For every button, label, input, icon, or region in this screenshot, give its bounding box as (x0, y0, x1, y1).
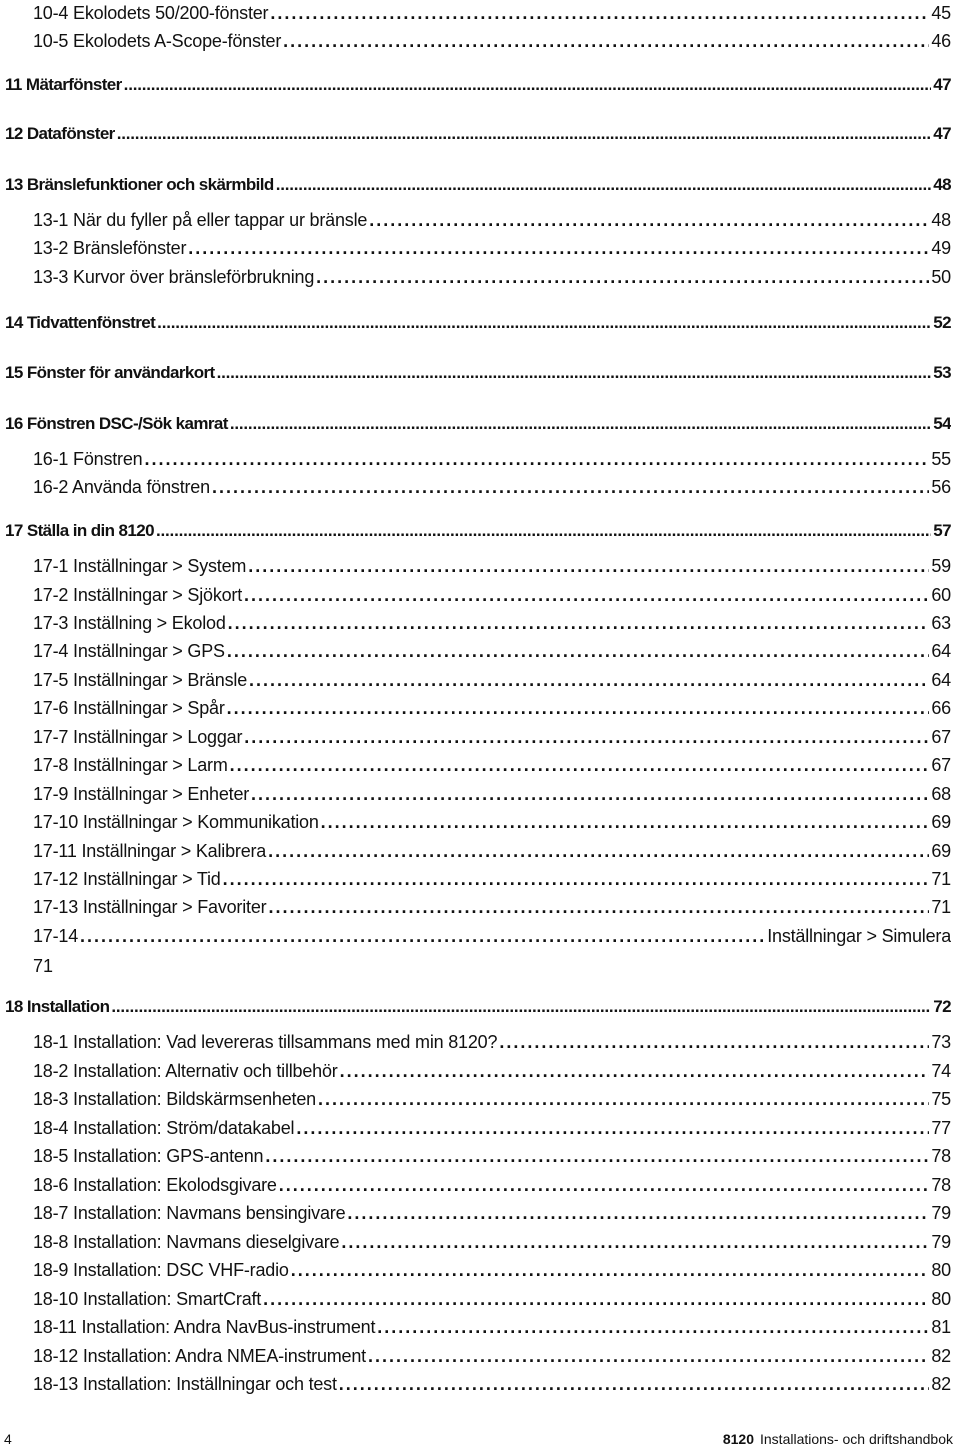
toc-entry-title: 13-3 Kurvor över bränsleförbrukning (33, 267, 315, 287)
toc-entry-page: 64 (931, 670, 951, 690)
toc-entry-page: 46 (931, 31, 951, 51)
toc-entry-title: 17 Ställa in din 8120 (5, 521, 154, 540)
toc-entry-page: 64 (931, 641, 951, 661)
toc-entry-page: 79 (931, 1203, 951, 1223)
toc-entry-title: 18-3 Installation: Bildskärmsenheten (33, 1089, 316, 1109)
toc-entry-title: 16-2 Använda fönstren (33, 477, 210, 497)
toc-leader-dots (368, 1346, 929, 1367)
toc-entry-title: 13-1 När du fyller på eller tappar ur bränsle (33, 210, 368, 230)
toc-entry-page: 80 (931, 1260, 951, 1280)
toc-entry-title: 17-12 Inställningar > Tid (33, 869, 221, 889)
toc-section-entry[interactable] (33, 1032, 951, 1056)
footer-page-number: 4 (4, 1431, 12, 1447)
toc-entry-title: 16 Fönstren DSC-/Sök kamrat (5, 414, 228, 433)
toc-leader-dots (249, 670, 929, 691)
toc-chapter-entry[interactable] (5, 363, 951, 387)
page-footer (0, 1428, 960, 1449)
toc-entry-title: 18-2 Installation: Alternativ och tillbehör (33, 1061, 338, 1081)
toc-leader-dots (276, 175, 932, 195)
toc-leader-dots (227, 641, 930, 662)
toc-leader-dots (296, 1118, 929, 1139)
toc-entry-title: 18-5 Installation: GPS-antenn (33, 1146, 264, 1166)
footer-title (723, 1431, 953, 1447)
toc-entry-title: 17-5 Inställningar > Bränsle (33, 670, 248, 690)
toc-section-entry[interactable] (33, 449, 951, 473)
toc-entry-title: 17-1 Inställningar > System (33, 556, 247, 576)
toc-entry-title: 17-11 Inställningar > Kalibrera (33, 841, 267, 861)
toc-entry-title: 11 Mätarfönster (5, 75, 122, 94)
toc-entry-title: 17-14 (33, 926, 79, 946)
toc-section-entry[interactable] (33, 477, 951, 501)
toc-entry-title: 18-13 Installation: Inställningar och test (33, 1374, 337, 1394)
toc-entry-page: 74 (931, 1061, 951, 1081)
toc-entry-page: 45 (931, 3, 951, 23)
toc-leader-dots (227, 698, 930, 719)
toc-entry-page: 78 (931, 1146, 951, 1166)
toc-section-entry[interactable] (33, 1346, 951, 1370)
toc-entry-title: 18-6 Installation: Ekolodsgivare (33, 1175, 277, 1195)
toc-entry-title: 17-3 Inställning > Ekolod (33, 613, 226, 633)
toc-chapter-entry[interactable] (5, 414, 951, 438)
toc-section-entry[interactable] (33, 613, 951, 637)
toc-entry-title: 17-9 Inställningar > Enheter (33, 784, 250, 804)
toc-entry-page: 67 (931, 727, 951, 747)
toc-leader-dots (339, 1374, 930, 1395)
toc-section-entry[interactable] (33, 556, 951, 580)
toc-entry-page: 48 (931, 210, 951, 230)
toc-entry-title: 18-7 Installation: Navmans bensingivare (33, 1203, 346, 1223)
toc-leader-dots (144, 449, 929, 470)
toc-entry-title: 18-11 Installation: Andra NavBus-instrument (33, 1317, 376, 1337)
toc-entry-title: 17-7 Inställningar > Loggar (33, 727, 243, 747)
toc-entry-page: 75 (931, 1089, 951, 1109)
toc-wrapped-page-number: 71 (33, 956, 54, 976)
toc-section-entry[interactable] (33, 31, 951, 55)
toc-entry-title: 13 Bränslefunktioner och skärmbild (5, 175, 274, 194)
toc-entry-title: 10-4 Ekolodets 50/200-fönster (33, 3, 269, 23)
footer-model: 8120 (722, 1431, 754, 1447)
toc-section-entry[interactable] (33, 1175, 951, 1199)
toc-entry-title: 10-5 Ekolodets A-Scope-fönster (33, 31, 282, 51)
toc-section-entry[interactable] (33, 926, 951, 950)
toc-entry-page: 79 (931, 1232, 951, 1252)
toc-chapter-entry[interactable] (5, 313, 951, 337)
toc-section-entry[interactable] (33, 698, 951, 722)
toc-chapter-entry[interactable] (5, 124, 951, 148)
toc-section-entry[interactable] (33, 1374, 951, 1398)
toc-entry-page: 73 (931, 1032, 951, 1052)
toc-leader-dots (263, 1289, 929, 1310)
toc-entry-title: 18 Installation (5, 997, 110, 1016)
toc-entry-page: 50 (931, 267, 951, 287)
toc-section-entry[interactable] (33, 784, 951, 808)
toc-entry-page: 80 (931, 1289, 951, 1309)
toc-entry-page: 66 (931, 698, 951, 718)
toc-entry-title: 18-10 Installation: SmartCraft (33, 1289, 262, 1309)
toc-section-entry[interactable] (33, 585, 951, 609)
toc-leader-dots (499, 1032, 929, 1053)
toc-section-entry[interactable] (33, 1260, 951, 1284)
toc-entry-title: 12 Datafönster (5, 124, 115, 143)
toc-section-entry[interactable] (33, 1203, 951, 1227)
toc-leader-dots (117, 124, 932, 144)
toc-leader-dots (244, 727, 929, 748)
toc-section-entry[interactable] (33, 670, 951, 694)
toc-leader-dots (223, 869, 930, 890)
toc-leader-dots (230, 755, 930, 776)
toc-entry-page: 56 (931, 477, 951, 497)
toc-entry-page: 81 (931, 1317, 951, 1337)
toc-entry-page: 54 (933, 414, 951, 433)
toc-leader-dots (268, 897, 929, 918)
toc-leader-dots (318, 1089, 929, 1110)
toc-section-entry[interactable] (33, 3, 951, 27)
toc-entry-page: 78 (931, 1175, 951, 1195)
toc-entry-page: 47 (933, 75, 951, 94)
toc-entry-page: 53 (933, 363, 951, 382)
toc-entry-page: 69 (931, 841, 951, 861)
toc-entry-page: 63 (931, 613, 951, 633)
toc-leader-dots (212, 477, 929, 498)
toc-section-entry[interactable] (33, 727, 951, 751)
toc-leader-dots (80, 926, 765, 947)
toc-entry-page: 59 (931, 556, 951, 576)
footer-manual-title: Installations- och driftshandbok (760, 1431, 953, 1447)
toc-entry-title: 18-4 Installation: Ström/datakabel (33, 1118, 295, 1138)
toc-section-entry[interactable] (33, 267, 951, 291)
toc-entry-page: 57 (933, 521, 951, 540)
toc-leader-dots (156, 521, 931, 541)
toc-entry-title: 18-1 Installation: Vad levereras tillsammans med min 8120? (33, 1032, 498, 1052)
toc-section-entry[interactable] (33, 755, 951, 779)
toc-leader-dots (377, 1317, 929, 1338)
toc-entry-title: 16-1 Fönstren (33, 449, 143, 469)
toc-section-entry[interactable] (33, 812, 951, 836)
toc-entry-title: 18-9 Installation: DSC VHF-radio (33, 1260, 289, 1280)
toc-entry-title: 17-2 Inställningar > Sjökort (33, 585, 243, 605)
toc-entry-page: 82 (931, 1346, 951, 1366)
toc-section-entry[interactable] (33, 1232, 951, 1256)
toc-leader-dots (111, 997, 931, 1017)
toc-section-entry[interactable] (33, 641, 951, 665)
toc-entry-page: 69 (931, 812, 951, 832)
toc-entry-title: 15 Fönster för användarkort (5, 363, 215, 382)
toc-section-entry[interactable] (33, 841, 951, 865)
toc-leader-dots (270, 3, 929, 24)
toc-entry-page: 72 (933, 997, 951, 1016)
toc-section-entry[interactable] (33, 869, 951, 893)
toc-chapter-entry[interactable] (5, 521, 951, 545)
toc-entry-page: 47 (933, 124, 951, 143)
toc-leader-dots (279, 1175, 930, 1196)
toc-entry-page: 48 (933, 175, 951, 194)
toc-leader-dots (283, 31, 929, 52)
toc-entry-title: 17-13 Inställningar > Favoriter (33, 897, 267, 917)
toc-entry-page: 82 (931, 1374, 951, 1394)
toc-leader-dots (369, 210, 929, 231)
toc-leader-dots (188, 238, 929, 259)
toc-entry-title: 17-8 Inställningar > Larm (33, 755, 228, 775)
toc-leader-dots (347, 1203, 929, 1224)
toc-section-entry[interactable] (33, 1317, 951, 1341)
toc-chapter-entry[interactable] (5, 175, 951, 199)
toc-entry-title: 17-6 Inställningar > Spår (33, 698, 225, 718)
toc-entry-page: 77 (931, 1118, 951, 1138)
toc-leader-dots (340, 1061, 930, 1082)
toc-leader-dots (230, 414, 931, 434)
toc-leader-dots (265, 1146, 929, 1167)
toc-leader-dots (157, 313, 931, 333)
toc-section-entry[interactable] (33, 897, 951, 921)
toc-entry-title: 17-10 Inställningar > Kommunikation (33, 812, 319, 832)
toc-leader-dots (341, 1232, 929, 1253)
toc-leader-dots (244, 585, 929, 606)
toc-section-entry[interactable] (33, 1089, 951, 1113)
toc-entry-title: 18-12 Installation: Andra NMEA-instrument (33, 1346, 366, 1366)
toc-entry-page: 67 (931, 755, 951, 775)
toc-entry-page: 68 (931, 784, 951, 804)
toc-entry-title: 14 Tidvattenfönstret (5, 313, 156, 332)
toc-entry-title: 18-8 Installation: Navmans dieselgivare (33, 1232, 340, 1252)
toc-section-entry[interactable] (33, 210, 951, 234)
toc-entry-title: 13-2 Bränslefönster (33, 238, 187, 258)
toc-section-entry[interactable] (33, 238, 951, 262)
toc-leader-dots (251, 784, 929, 805)
toc-section-entry[interactable] (33, 1061, 951, 1085)
toc-entry-title: 17-4 Inställningar > GPS (33, 641, 225, 661)
toc-section-entry[interactable] (33, 1118, 951, 1142)
toc-leader-dots (217, 363, 932, 383)
toc-entry-page: Inställningar > Simulera (767, 926, 951, 946)
toc-entry-page: 60 (931, 585, 951, 605)
toc-section-entry[interactable] (33, 1146, 951, 1170)
toc-leader-dots (316, 267, 929, 288)
toc-entry-page: 55 (931, 449, 951, 469)
toc-entry-page: 71 (931, 869, 951, 889)
toc-section-entry[interactable] (33, 1289, 951, 1313)
toc-chapter-entry[interactable] (5, 75, 951, 99)
toc-chapter-entry[interactable] (5, 997, 951, 1021)
toc-leader-dots (248, 556, 929, 577)
toc-leader-dots (321, 812, 930, 833)
toc-leader-dots (124, 75, 932, 95)
toc-leader-dots (228, 613, 930, 634)
toc-entry-page: 49 (931, 238, 951, 258)
toc-entry-page: 52 (933, 313, 951, 332)
toc-leader-dots (268, 841, 929, 862)
toc-entry-page: 71 (931, 897, 951, 917)
toc-leader-dots (291, 1260, 930, 1281)
